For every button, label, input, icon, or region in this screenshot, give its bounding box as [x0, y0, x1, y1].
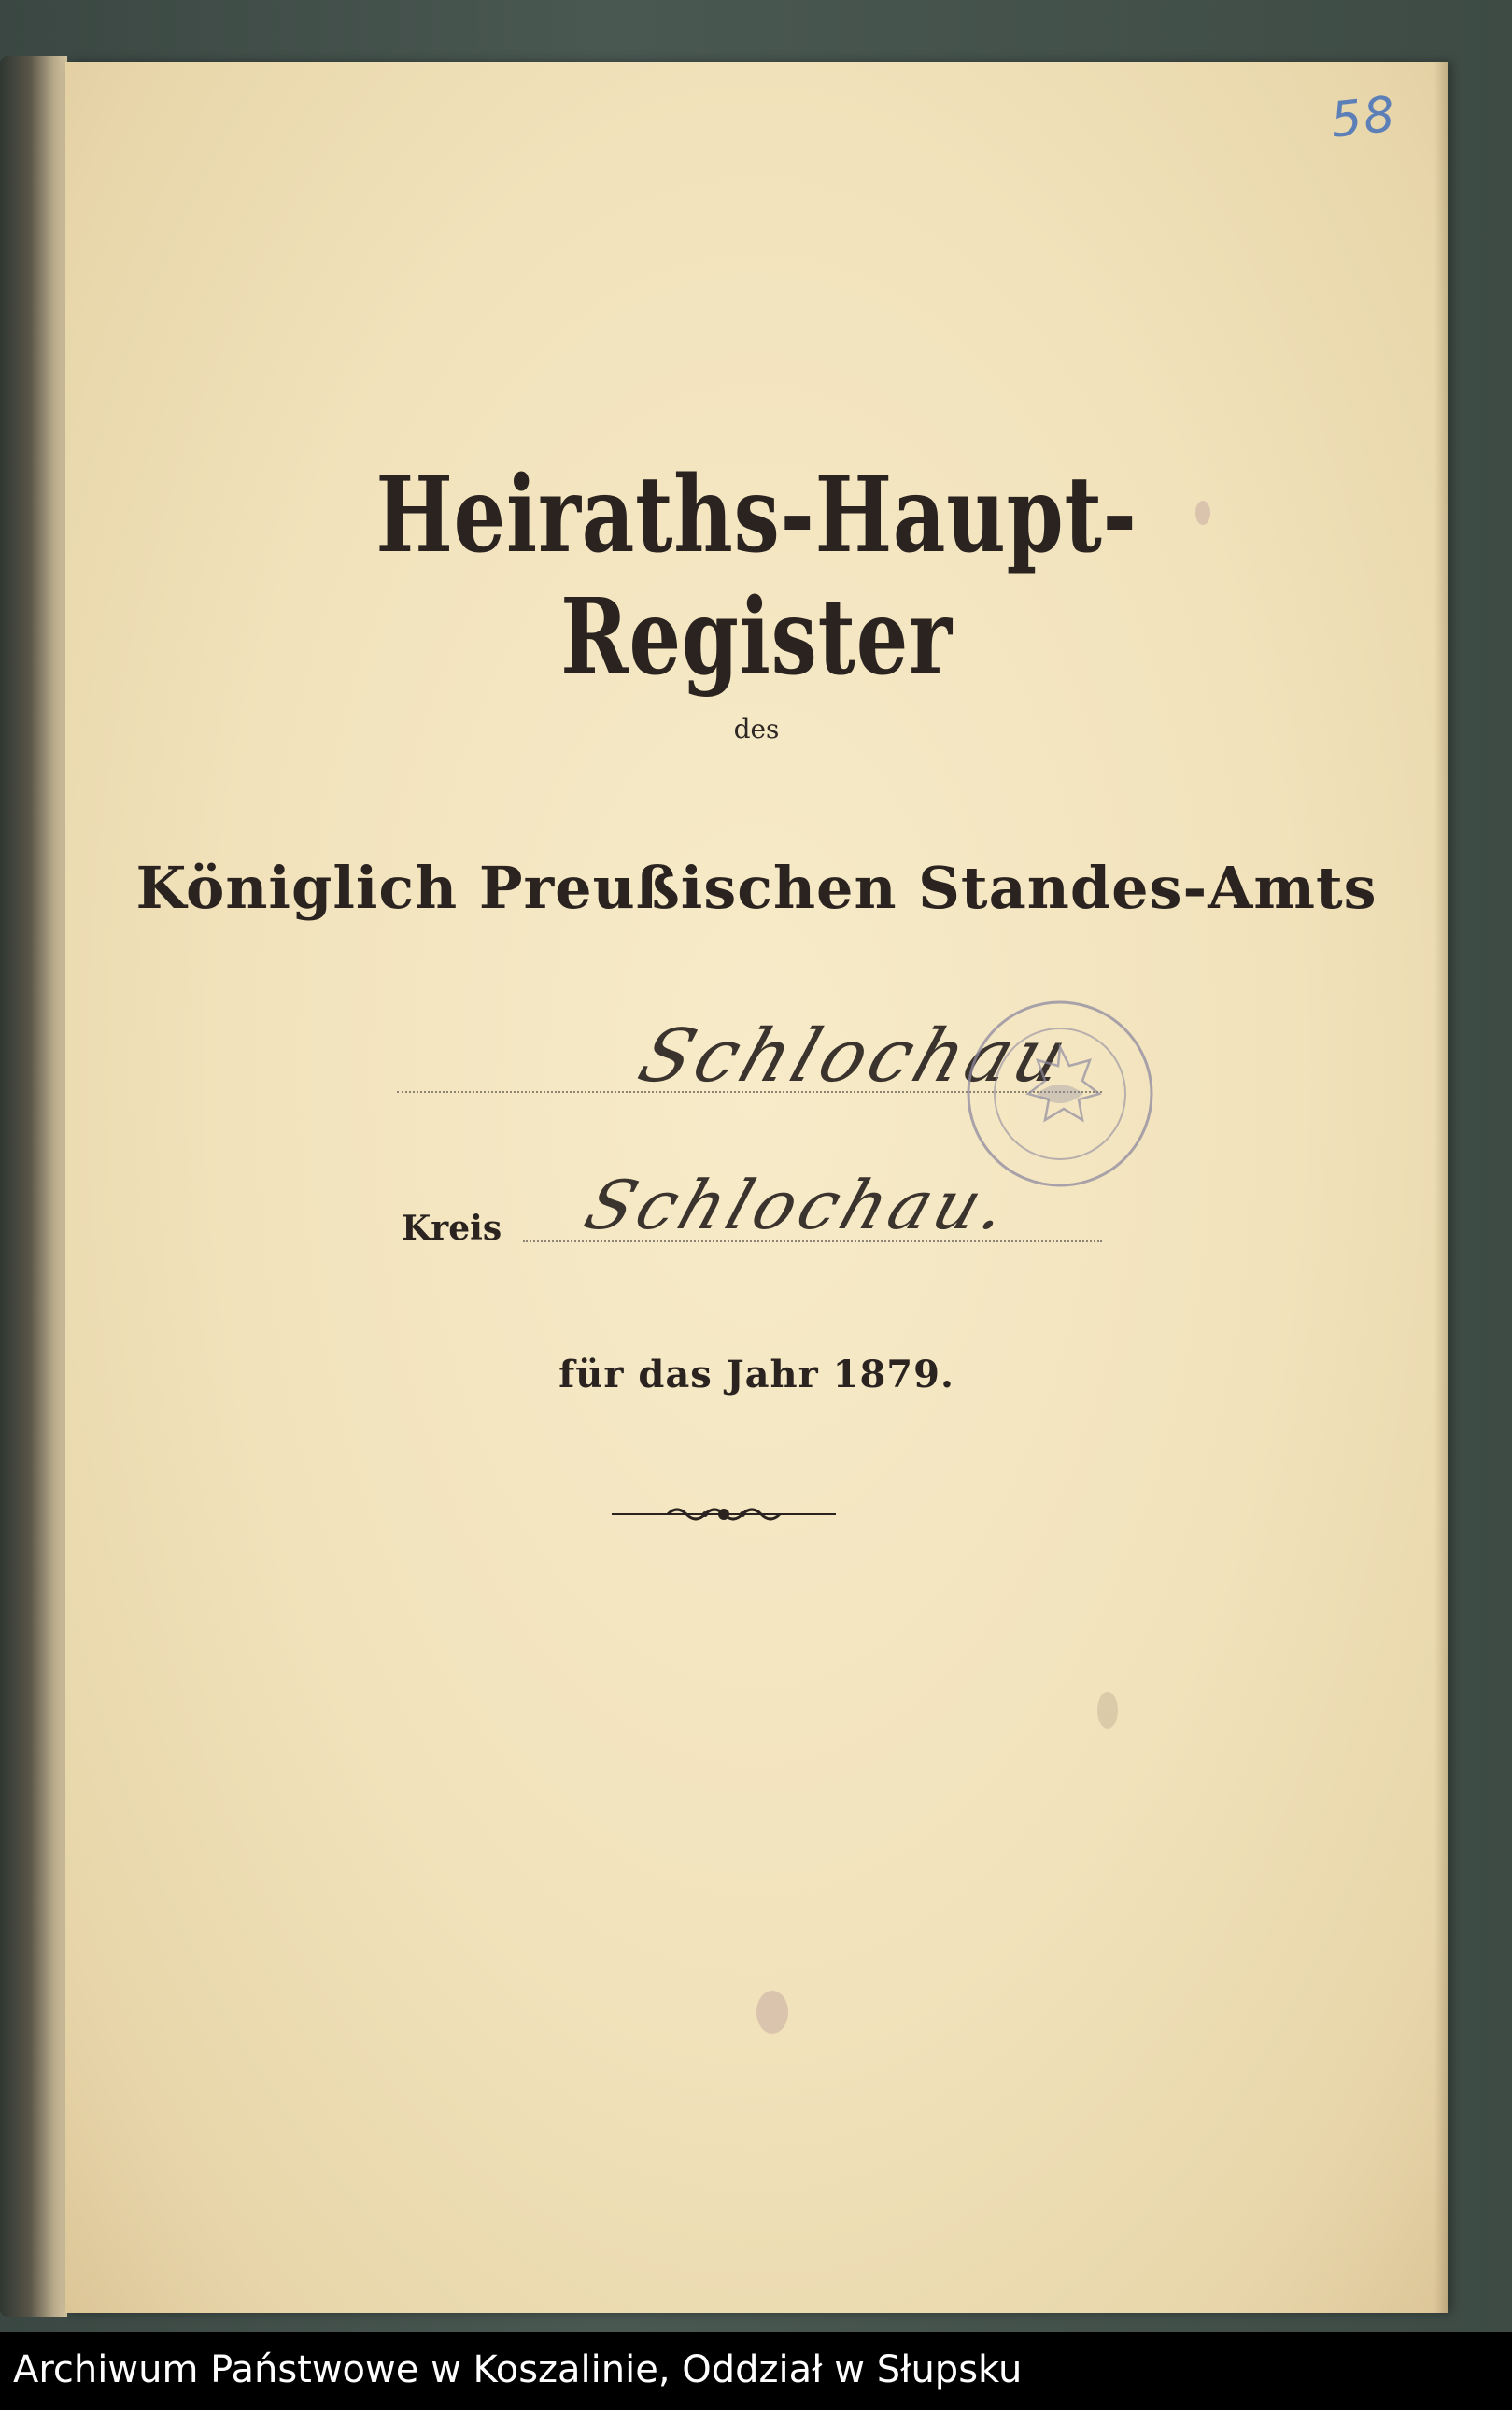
- archive-caption: Archiwum Państwowe w Koszalinie, Oddział w Słupsku: [13, 2348, 1023, 2391]
- register-title-page: [65, 62, 1448, 2313]
- place-handwritten: Schlochau: [629, 1014, 1081, 1099]
- kreis-dotted-line: [523, 1240, 1102, 1242]
- kreis-handwritten: Schlochau.: [575, 1166, 1023, 1244]
- page-number: 58: [1328, 86, 1400, 149]
- archive-caption-bar: [0, 2332, 1512, 2410]
- ornamental-divider: [612, 1500, 836, 1528]
- kreis-label: Kreis: [402, 1209, 502, 1248]
- page-edge-shadow: [1434, 62, 1448, 2313]
- paper-stain: [1097, 1692, 1118, 1729]
- year-line: für das Jahr 1879.: [558, 1353, 954, 1396]
- paper-stain: [1195, 501, 1210, 525]
- office-heading: Königlich Preußischen Standes-Amts: [135, 854, 1378, 922]
- book-spine: [0, 56, 67, 2317]
- preposition-des: des: [733, 714, 780, 744]
- register-title: Heiraths-Haupt-Register: [375, 454, 1138, 699]
- archive-stamp: [962, 996, 1158, 1192]
- paper-stain: [756, 1991, 788, 2034]
